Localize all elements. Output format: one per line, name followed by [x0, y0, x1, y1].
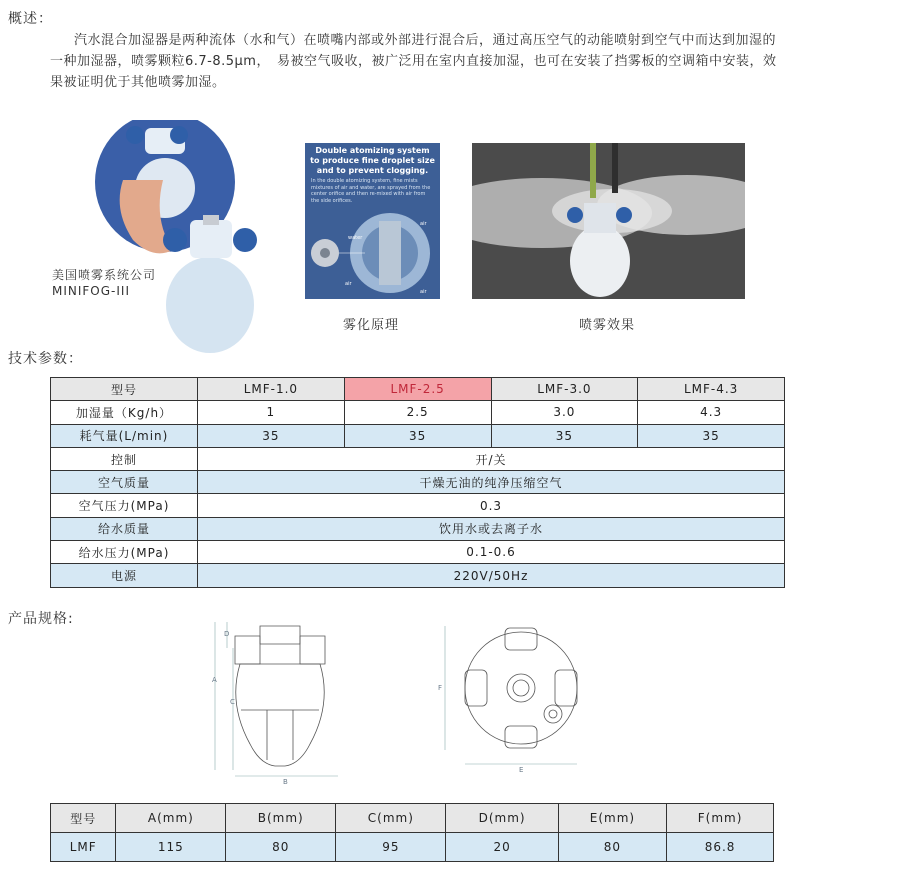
tech-header-cell: LMF-3.0 [491, 378, 638, 401]
tech-header-row [51, 378, 785, 401]
table-cell: 35 [638, 424, 785, 447]
size-header-cell: 型号 [51, 804, 116, 833]
principle-title: Double atomizing system to produce fine droplet size and to prevent clogging. [310, 146, 435, 175]
table-cell: 80 [226, 833, 336, 862]
table-cell: 115 [116, 833, 226, 862]
principle-body: In the double atomizing system, fine mists mixtures of air and water, are sprayed from the center orifice and then re-mixed with air from the side orifices. [311, 178, 431, 204]
tech-table [50, 377, 785, 588]
table-cell: 开/关 [198, 447, 785, 470]
overview-heading: 概述： [8, 11, 53, 27]
table-row [51, 564, 785, 587]
label-air-left: air [345, 281, 352, 287]
size-header-cell: B(mm) [226, 804, 336, 833]
table-row [51, 401, 785, 424]
dim-label-f: F [438, 684, 443, 692]
product-photo [95, 120, 265, 355]
table-cell: 2.5 [344, 401, 491, 424]
table-cell: 20 [446, 833, 558, 862]
row-label: 空气压力(MPa) [51, 494, 198, 517]
table-row [51, 833, 774, 862]
tech-heading: 技术参数： [8, 351, 83, 367]
table-cell: 1 [198, 401, 345, 424]
table-cell: 0.3 [198, 494, 785, 517]
size-header-cell: F(mm) [667, 804, 774, 833]
tech-header-cell: LMF-4.3 [638, 378, 785, 401]
label-water: water [348, 235, 363, 241]
dim-label-d: D [224, 630, 230, 638]
row-label: 控制 [51, 447, 198, 470]
product-caption [52, 267, 156, 299]
dim-label-e: E [519, 766, 524, 774]
spray-effect-image [472, 143, 745, 299]
table-row [51, 471, 785, 494]
table-cell: 3.0 [491, 401, 638, 424]
row-label: 电源 [51, 564, 198, 587]
tech-header-cell-highlight: LMF-2.5 [344, 378, 491, 401]
atomizing-principle-image [305, 143, 440, 299]
product-caption-line2: MINIFOG-III [52, 284, 131, 298]
size-header-cell: C(mm) [336, 804, 446, 833]
table-cell: 4.3 [638, 401, 785, 424]
table-row [51, 447, 785, 470]
dim-label-b: B [283, 778, 288, 786]
table-row [51, 424, 785, 447]
side-view-drawing [205, 618, 355, 790]
table-cell: 35 [344, 424, 491, 447]
size-table [50, 803, 774, 862]
spray-caption: 喷雾效果 [579, 318, 636, 333]
dim-label-a: A [212, 676, 217, 684]
table-cell: LMF [51, 833, 116, 862]
row-label: 给水质量 [51, 517, 198, 540]
spec-heading: 产品规格: [8, 611, 74, 627]
size-header-cell: D(mm) [446, 804, 558, 833]
label-air-bottom: air [420, 289, 427, 295]
row-label: 耗气量(L/min) [51, 424, 198, 447]
row-label: 加湿量（Kg/h） [51, 401, 198, 424]
table-row [51, 494, 785, 517]
table-cell: 干燥无油的纯净压缩空气 [198, 471, 785, 494]
principle-caption: 雾化原理 [343, 318, 400, 333]
size-header-cell: A(mm) [116, 804, 226, 833]
label-air-top: air [420, 221, 427, 227]
table-cell: 0.1-0.6 [198, 541, 785, 564]
table-cell: 80 [558, 833, 666, 862]
size-header-row [51, 804, 774, 833]
table-cell: 饮用水或去离子水 [198, 517, 785, 540]
size-header-cell: E(mm) [558, 804, 666, 833]
table-row [51, 517, 785, 540]
top-view-drawing [425, 618, 585, 782]
dim-label-c: C [230, 698, 235, 706]
row-label: 空气质量 [51, 471, 198, 494]
overview-text: 汽水混合加湿器是两种流体（水和气）在喷嘴内部或外部进行混合后，通过高压空气的动能喷射到空气中而达到加湿的一种加湿器，喷雾颗粒6.7-8.5μm， 易被空气吸收，被广泛用在室内直接加湿，也可在安装了挡雾板的空调箱中安装，效果被证明优于其他喷雾加湿。 [50, 33, 777, 90]
table-row [51, 541, 785, 564]
table-cell: 35 [491, 424, 638, 447]
table-cell: 220V/50Hz [198, 564, 785, 587]
tech-header-cell: 型号 [51, 378, 198, 401]
tech-header-cell: LMF-1.0 [198, 378, 345, 401]
table-cell: 86.8 [667, 833, 774, 862]
table-cell: 35 [198, 424, 345, 447]
table-cell: 95 [336, 833, 446, 862]
row-label: 给水压力(MPa) [51, 541, 198, 564]
product-caption-line1: 美国喷雾系统公司 [52, 268, 157, 282]
